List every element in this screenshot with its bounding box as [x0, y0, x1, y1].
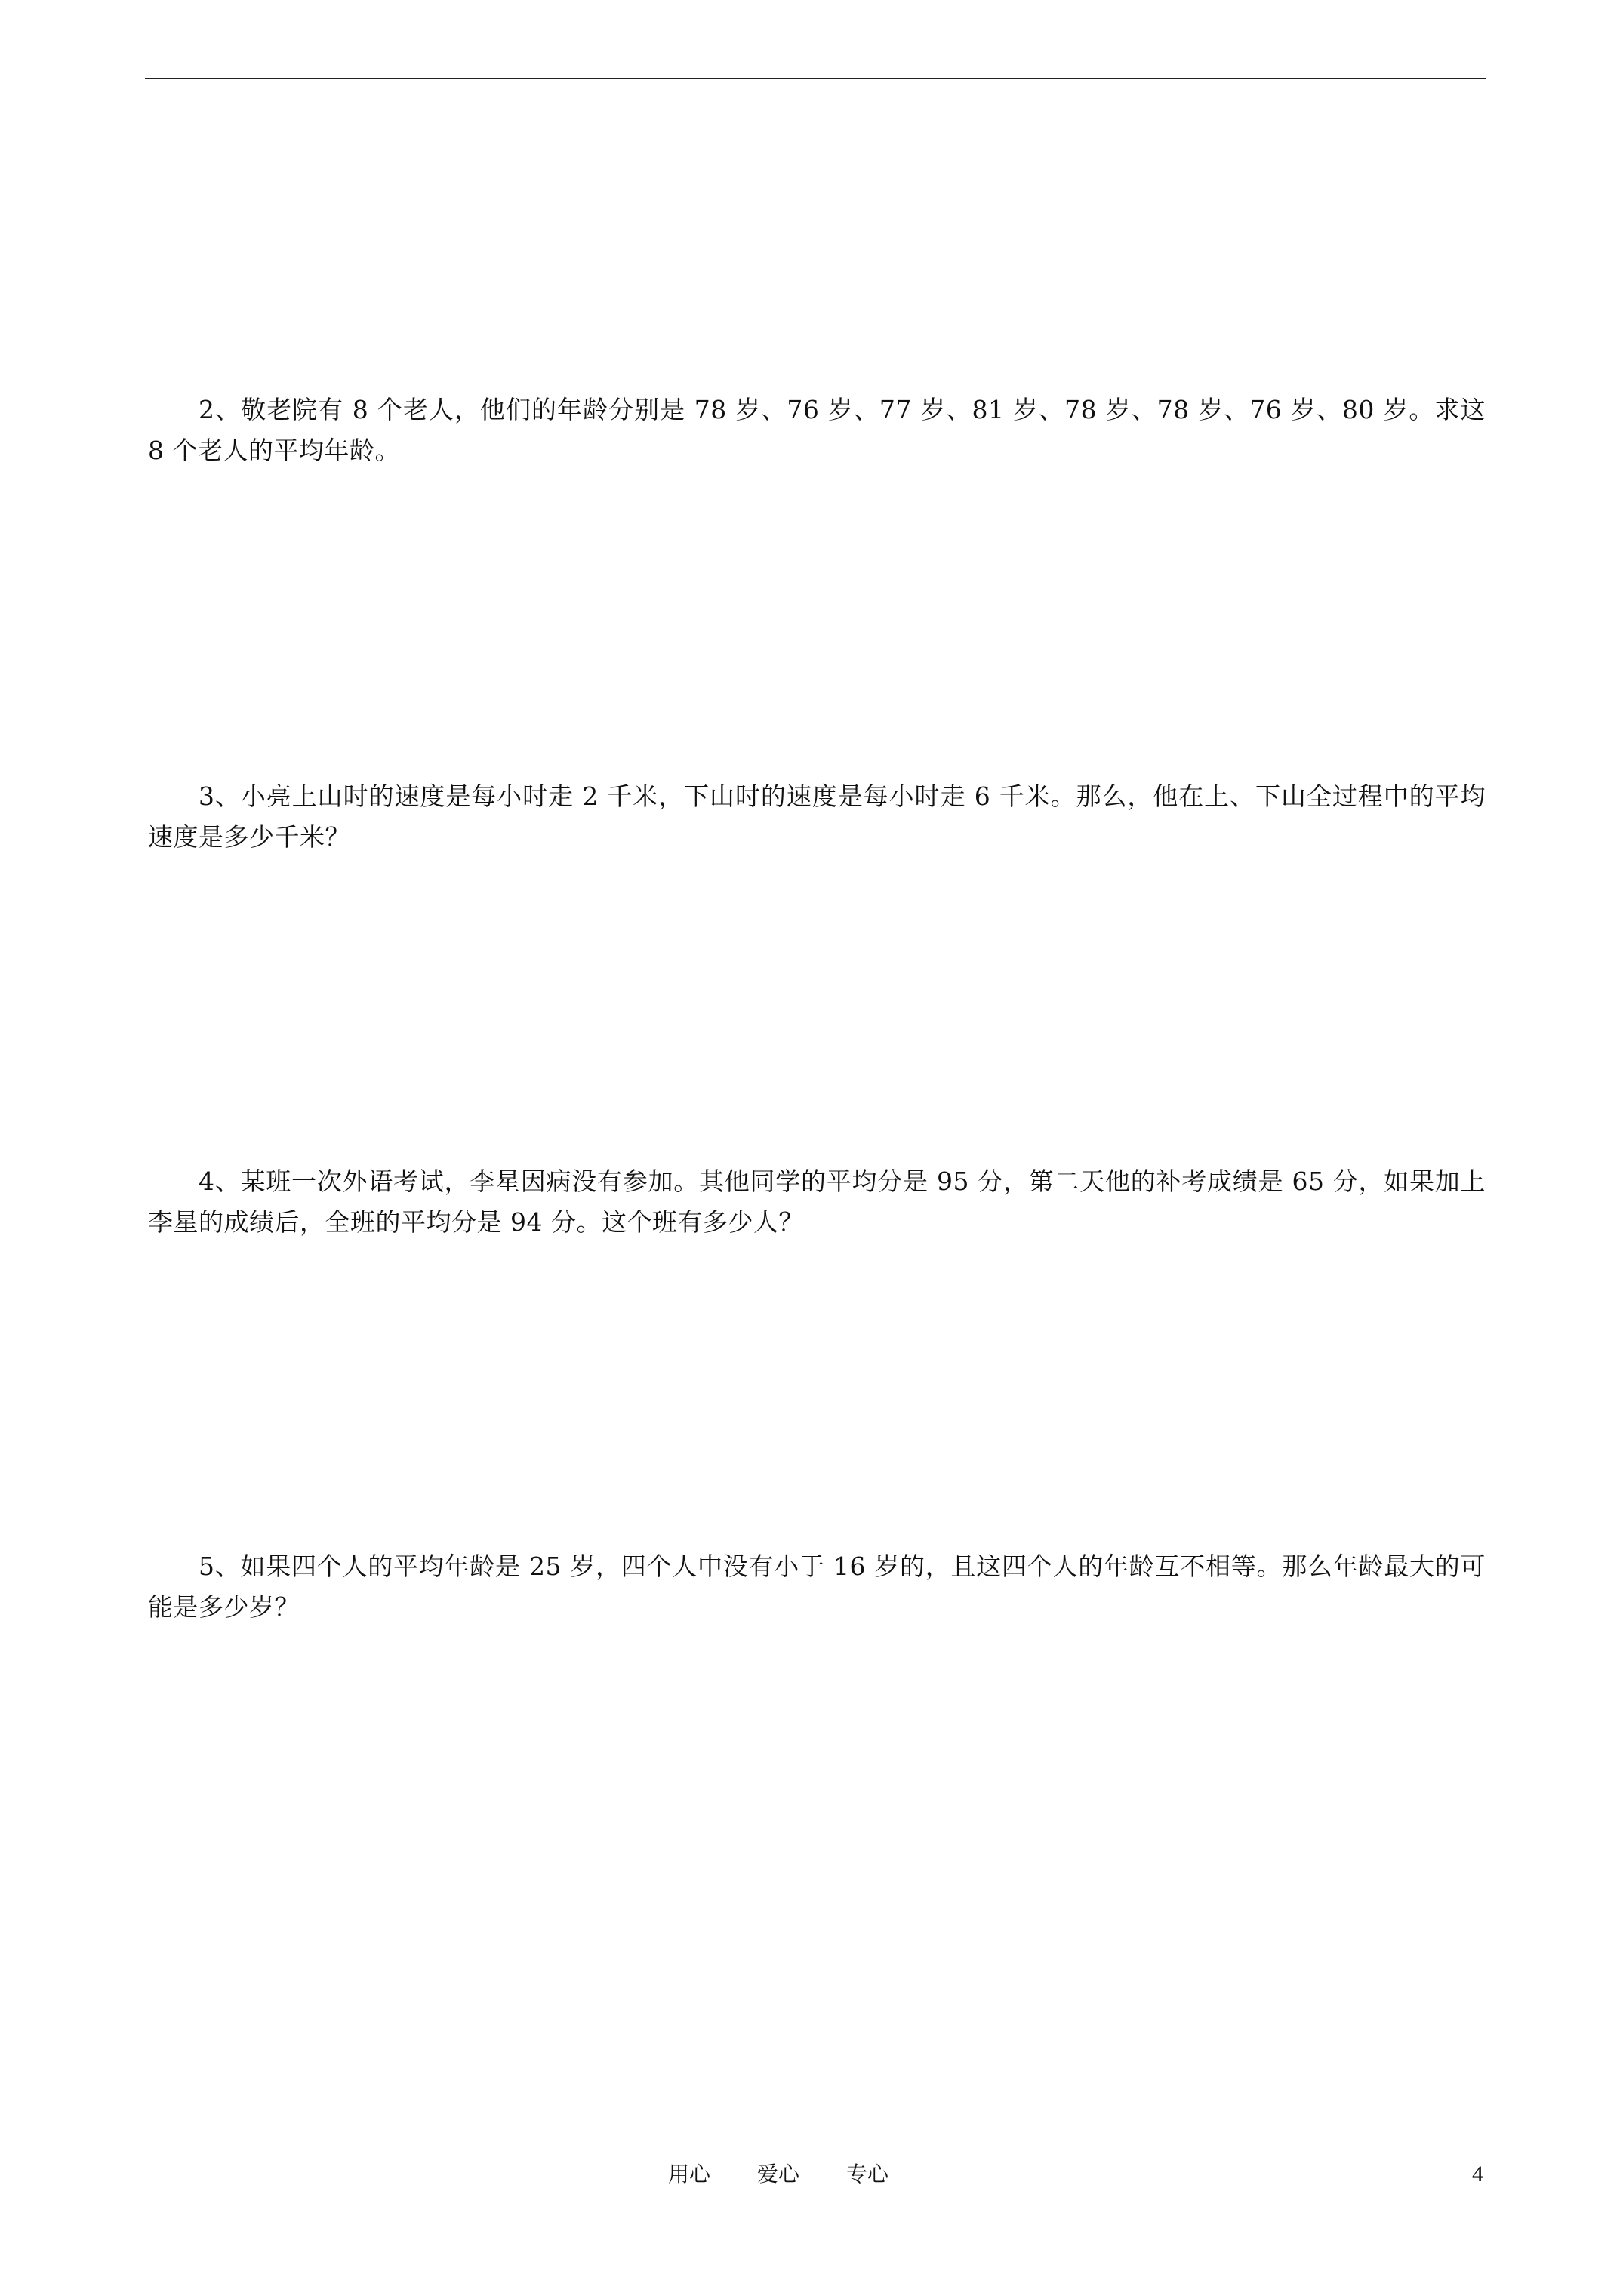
footer-motto	[668, 2158, 935, 2191]
motto-word: 专心	[846, 2162, 889, 2187]
question-text: 4、某班一次外语考试，李星因病没有参加。其他同学的平均分是 95 分，第二天他的补考成绩是 65 分，如果加上李星的成绩后，全班的平均分是 94 分。这个班有多少人？	[148, 1166, 1486, 1237]
question-text: 5、如果四个人的平均年龄是 25 岁，四个人中没有小于 16 岁的，且这四个人的年龄互不相等。那么年龄最大的可能是多少岁？	[148, 1552, 1486, 1622]
question-2	[148, 390, 1486, 471]
motto-word: 爱心	[757, 2162, 800, 2187]
header-rule	[145, 78, 1486, 79]
question-3	[148, 776, 1486, 858]
motto-word: 用心	[668, 2162, 711, 2187]
question-4	[148, 1161, 1486, 1243]
question-text: 3、小亮上山时的速度是每小时走 2 千米，下山时的速度是每小时走 6 千米。那么，他在上、下山全过程中的平均速度是多少千米？	[148, 781, 1486, 852]
question-text: 2、敬老院有 8 个老人，他们的年龄分别是 78 岁、76 岁、77 岁、81 岁、78 岁、78 岁、76 岁、80 岁。求这 8 个老人的平均年龄。	[148, 395, 1486, 465]
page-number: 4	[1472, 2162, 1483, 2187]
page-footer	[0, 2158, 1623, 2191]
question-5	[148, 1546, 1486, 1628]
